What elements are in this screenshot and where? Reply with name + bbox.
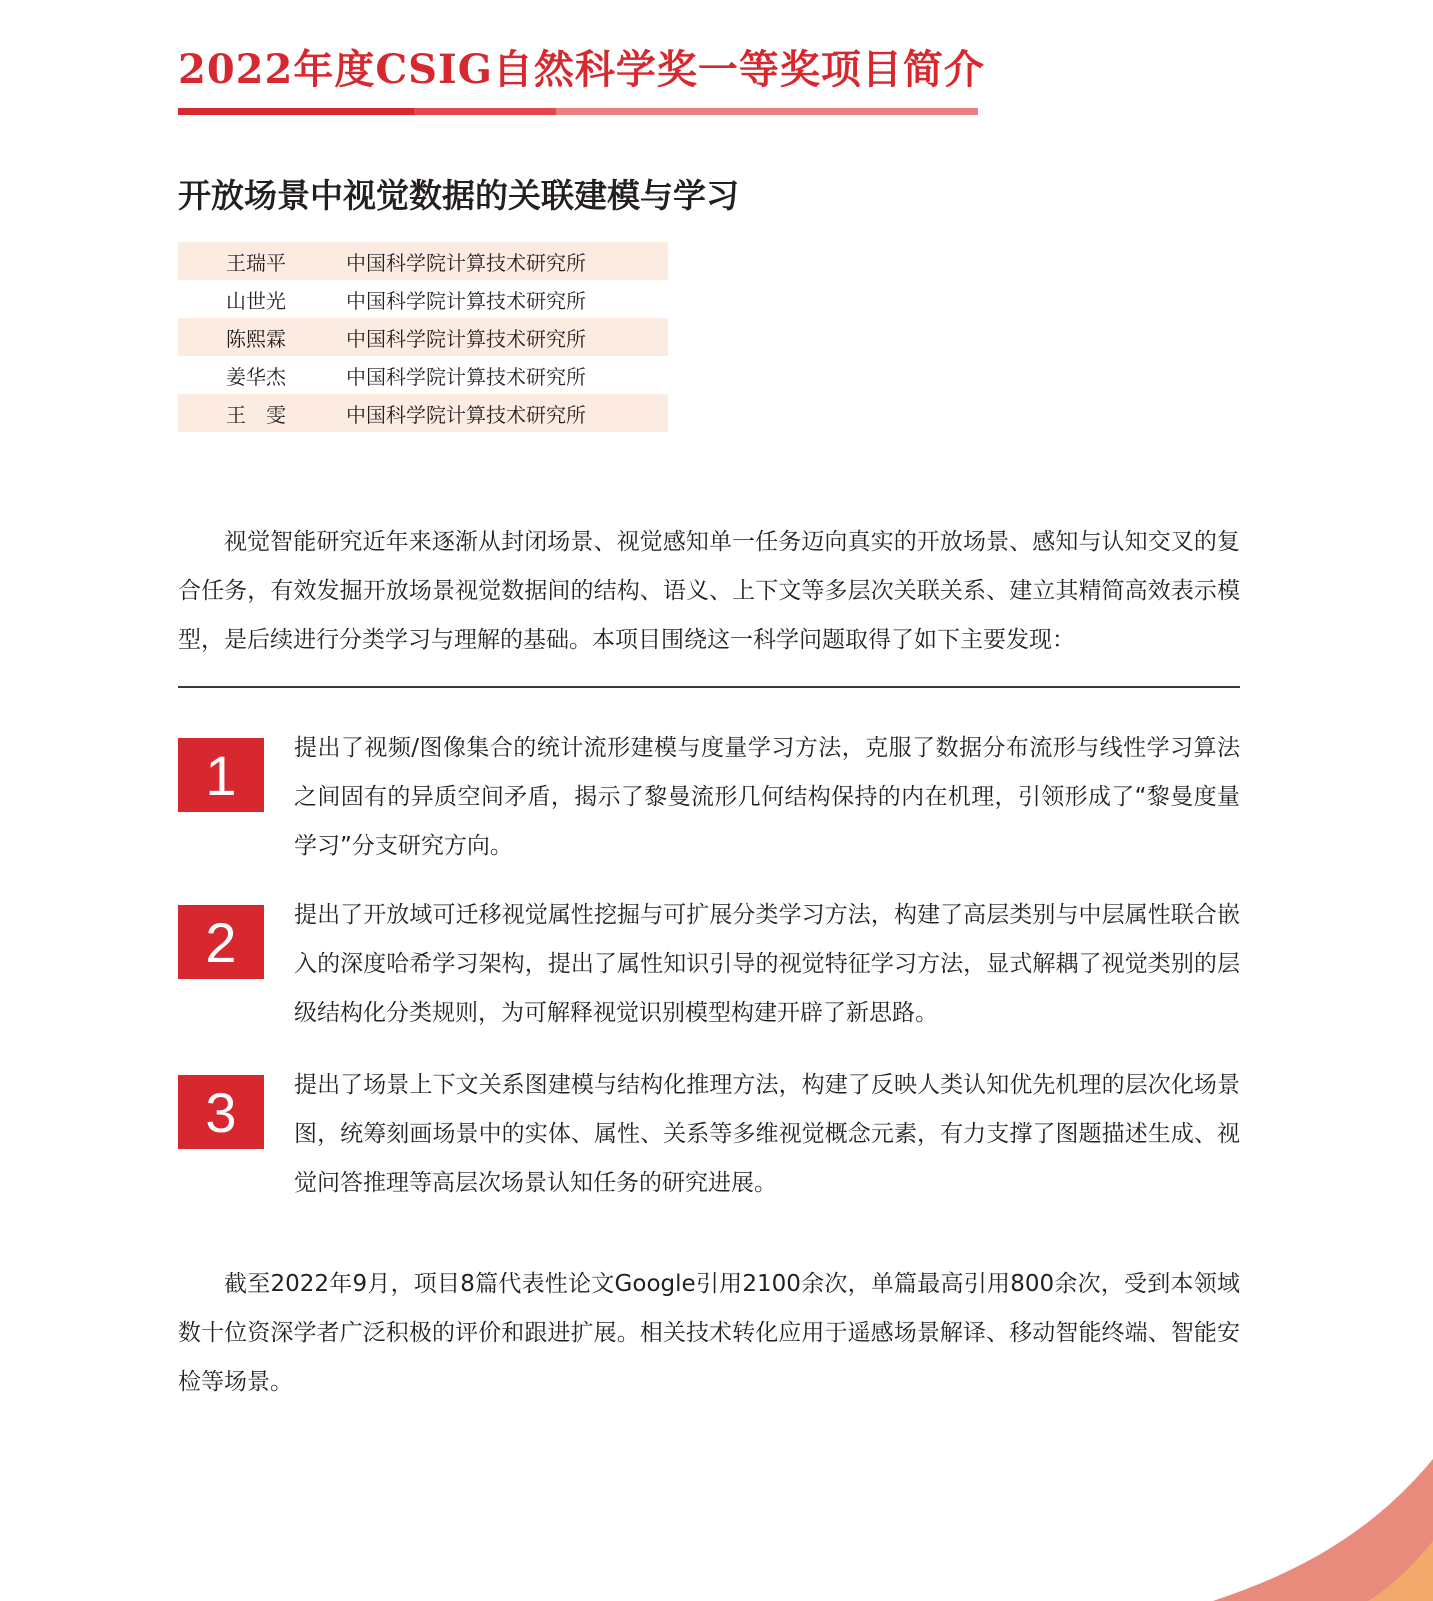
author-organization: 中国科学院计算技术研究所 bbox=[346, 364, 586, 389]
header-bar-segment bbox=[556, 108, 978, 115]
author-row bbox=[178, 356, 668, 394]
finding-number-badge: 2 bbox=[178, 905, 264, 979]
header-bar-segment bbox=[414, 108, 556, 115]
header-bar-segment bbox=[178, 108, 414, 115]
finding-text: 提出了视频/图像集合的统计流形建模与度量学习方法，克服了数据分布流形与线性学习算法之间固有的异质空间矛盾，揭示了黎曼流形几何结构保持的内在机理，引领形成了“黎曼度量学习”分支研究方向。 bbox=[294, 735, 1240, 859]
finding-number-badge: 3 bbox=[178, 1075, 264, 1149]
header-underline-bar bbox=[178, 108, 978, 115]
corner-decoration bbox=[1133, 1341, 1433, 1601]
author-organization: 中国科学院计算技术研究所 bbox=[346, 250, 586, 275]
author-name: 王 雯 bbox=[226, 402, 286, 427]
section-divider bbox=[178, 686, 1240, 688]
author-row bbox=[178, 318, 668, 356]
authors-table bbox=[178, 242, 668, 432]
author-row bbox=[178, 242, 668, 280]
project-title: 开放场景中视觉数据的关联建模与学习 bbox=[178, 176, 739, 215]
author-organization: 中国科学院计算技术研究所 bbox=[346, 402, 586, 427]
page-header-title: 2022年度CSIG自然科学奖一等奖项目简介 bbox=[178, 46, 985, 93]
author-name: 山世光 bbox=[226, 288, 286, 313]
author-row bbox=[178, 280, 668, 318]
author-name: 姜华杰 bbox=[226, 364, 286, 389]
author-row bbox=[178, 394, 668, 432]
author-organization: 中国科学院计算技术研究所 bbox=[346, 288, 586, 313]
author-organization: 中国科学院计算技术研究所 bbox=[346, 326, 586, 351]
author-name: 王瑞平 bbox=[226, 250, 286, 275]
author-name: 陈熙霖 bbox=[226, 326, 286, 351]
finding-number-badge: 1 bbox=[178, 738, 264, 812]
outro-paragraph: 截至2022年9月，项目8篇代表性论文Google引用2100余次，单篇最高引用800余次，受到本领域数十位资深学者广泛积极的评价和跟进扩展。相关技术转化应用于遥感场景解译、移动智能终端、智能安检等场景。 bbox=[178, 1271, 1240, 1395]
intro-paragraph: 视觉智能研究近年来逐渐从封闭场景、视觉感知单一任务迈向真实的开放场景、感知与认知交叉的复合任务，有效发掘开放场景视觉数据间的结构、语义、上下文等多层次关联关系、建立其精简高效表示模型，是后续进行分类学习与理解的基础。本项目围绕这一科学问题取得了如下主要发现： bbox=[178, 529, 1240, 653]
finding-text: 提出了开放域可迁移视觉属性挖掘与可扩展分类学习方法，构建了高层类别与中层属性联合嵌入的深度哈希学习架构，提出了属性知识引导的视觉特征学习方法，显式解耦了视觉类别的层级结构化分类规则，为可解释视觉识别模型构建开辟了新思路。 bbox=[294, 902, 1240, 1026]
finding-text: 提出了场景上下文关系图建模与结构化推理方法，构建了反映人类认知优先机理的层次化场景图，统筹刻画场景中的实体、属性、关系等多维视觉概念元素，有力支撑了图题描述生成、视觉问答推理等高层次场景认知任务的研究进展。 bbox=[294, 1072, 1240, 1196]
